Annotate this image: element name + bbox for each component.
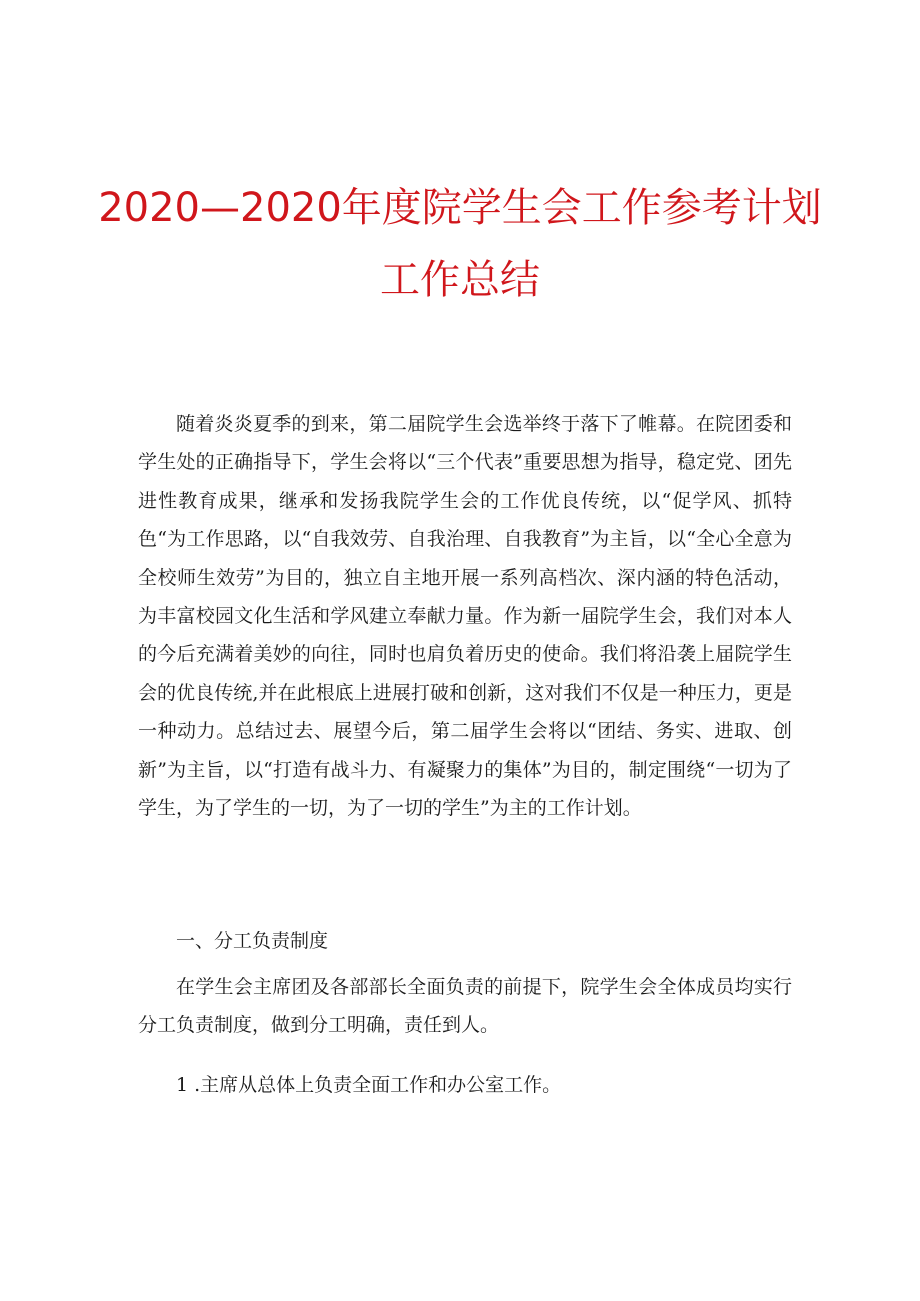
section-heading: 一、分工负责制度 <box>176 930 329 952</box>
section-paragraph: 在学生会主席团及各部部长全面负责的前提下，院学生会全体成员均实行分工负责制度，做到分工明确，责任到人。 <box>138 976 792 1037</box>
document-title-line-1: 2020—2020年度院学生会工作参考计划 <box>98 185 822 231</box>
intro-paragraph: 随着炎炎夏季的到来，第二届院学生会选举终于落下了帷幕。在院团委和学生处的正确指导下，学生会将以“三个代表”重要思想为指导，稳定党、团先进性教育成果，继承和发扬我院学生会的工作优良传统，以“促学风、抓特色“为工作思路，以“自我效劳、自我治理、自我教育”为主旨，以“全心全意为全校师生效劳”为目的，独立自主地开展一系列高档次、深内涵的特色活动，为丰富校园文化生活和学风建立奉献力量。作为新一届院学生会，我们对本人的今后充满着美妙的向往，同时也肩负着历史的使命。我们将沿袭上届院学生会的优良传统,并在此根底上进展打破和创新，这对我们不仅是一种压力，更是一种动力。总结过去、展望今后，第二届学生会将以“团结、务实、进取、创新”为主旨，以“打造有战斗力、有凝聚力的集体”为目的，制定围绕“一切为了学生，为了学生的一切，为了一切的学生”为主的工作计划。 <box>138 413 792 820</box>
list-item-paragraph: 1 .主席从总体上负责全面工作和办公室工作。 <box>176 1074 562 1096</box>
document-title-line-2: 工作总结 <box>380 257 540 303</box>
